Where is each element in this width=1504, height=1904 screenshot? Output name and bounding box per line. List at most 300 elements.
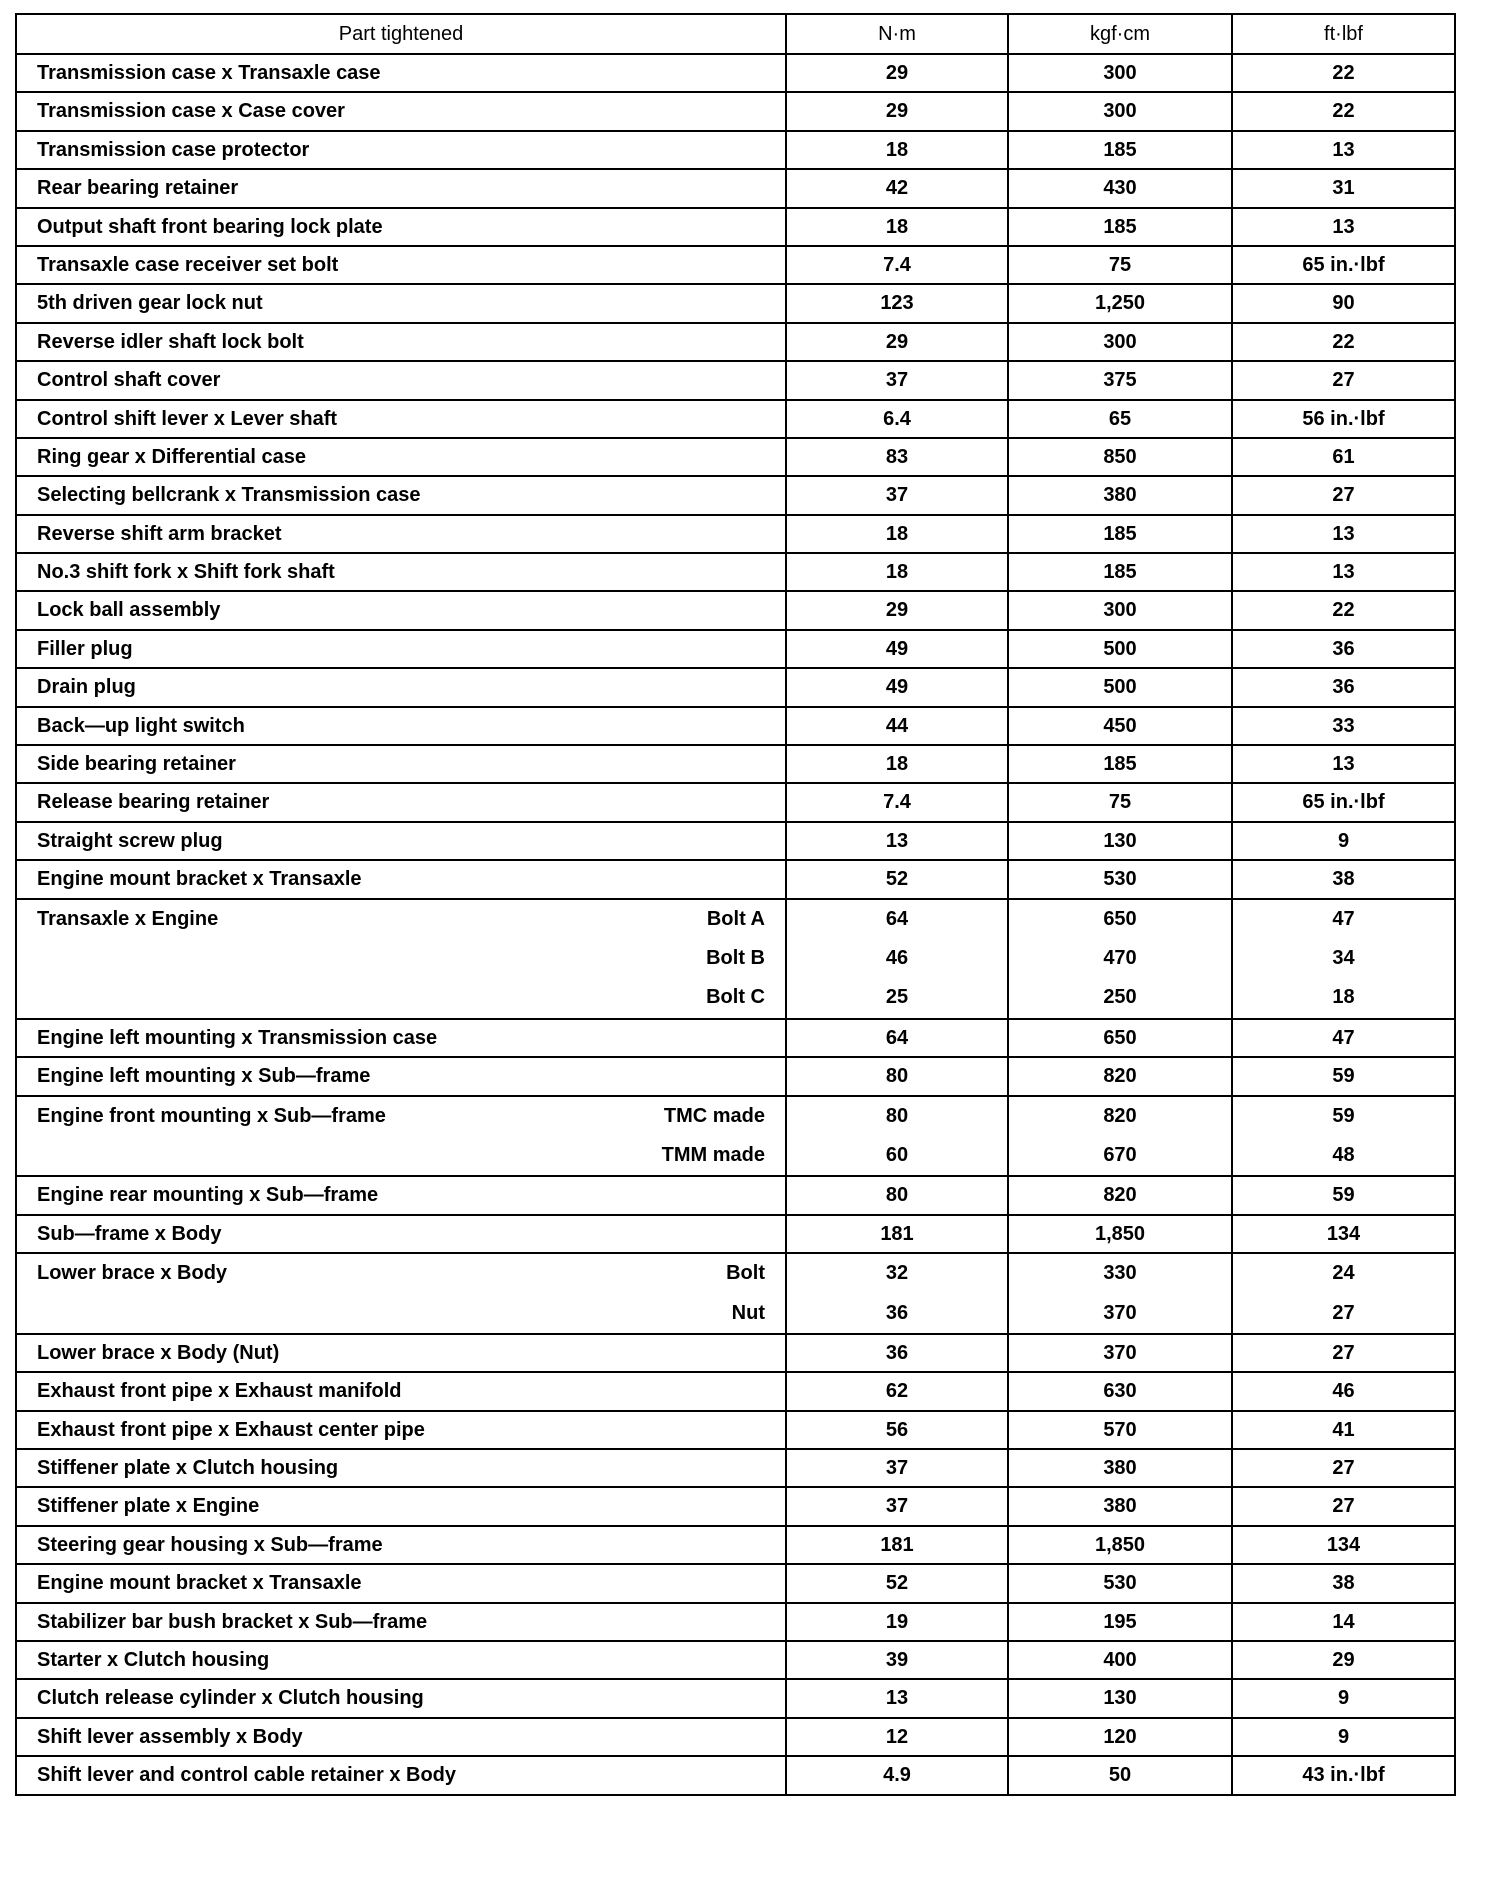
ft-cell bbox=[1232, 92, 1455, 130]
part-name: Transmission case protector bbox=[37, 138, 310, 161]
part-name: 5th driven gear lock nut bbox=[37, 292, 263, 315]
nm-cell bbox=[786, 783, 1008, 821]
ft-cell bbox=[1232, 323, 1455, 361]
ft-value: 27 bbox=[1332, 1495, 1355, 1518]
nm-value: 80 bbox=[885, 1104, 909, 1127]
part-cell bbox=[16, 1096, 786, 1177]
part-cell bbox=[16, 361, 786, 399]
part-line bbox=[37, 1412, 765, 1448]
kgf-value: 570 bbox=[1103, 1418, 1137, 1441]
part-cell bbox=[16, 1372, 786, 1410]
nm-value: 6.4 bbox=[883, 407, 911, 430]
nm-value: 37 bbox=[885, 1457, 909, 1480]
kgf-value: 375 bbox=[1103, 369, 1137, 392]
part-cell bbox=[16, 1718, 786, 1756]
part-name: Transmission case x Transaxle case bbox=[37, 62, 381, 84]
table-row bbox=[16, 400, 1455, 438]
ft-value: 36 bbox=[1332, 637, 1355, 660]
nm-value: 18 bbox=[885, 215, 909, 238]
table-row bbox=[16, 515, 1455, 553]
part-cell bbox=[16, 1526, 786, 1564]
part-line bbox=[37, 669, 765, 705]
part-cell bbox=[16, 783, 786, 821]
part-cell bbox=[16, 591, 786, 629]
part-name: Control shaft cover bbox=[37, 369, 221, 392]
ft-value: 22 bbox=[1332, 330, 1355, 353]
ft-cell bbox=[1232, 1057, 1455, 1095]
nm-cell bbox=[786, 323, 1008, 361]
part-line bbox=[37, 1177, 765, 1213]
ft-value: 9 bbox=[1337, 1687, 1350, 1710]
part-line bbox=[37, 285, 765, 321]
part-line bbox=[37, 1097, 765, 1136]
ft-cell bbox=[1232, 783, 1455, 821]
part-line bbox=[37, 631, 765, 667]
nm-value: 12 bbox=[885, 1725, 909, 1748]
nm-cell bbox=[786, 438, 1008, 476]
ft-value: 13 bbox=[1332, 561, 1355, 584]
kgf-cell bbox=[1008, 515, 1232, 553]
kgf-value: 670 bbox=[1103, 1143, 1137, 1166]
part-name: Rear bearing retainer bbox=[37, 177, 239, 200]
part-line bbox=[37, 516, 765, 552]
kgf-value: 820 bbox=[1103, 1184, 1137, 1207]
nm-cell bbox=[786, 1176, 1008, 1214]
part-line bbox=[37, 708, 765, 744]
part-name: Transmission case x Case cover bbox=[37, 100, 345, 123]
table-row bbox=[16, 822, 1455, 860]
part-cell bbox=[16, 131, 786, 169]
ft-value: 33 bbox=[1332, 714, 1355, 737]
ft-cell bbox=[1232, 745, 1455, 783]
nm-value: 37 bbox=[885, 484, 909, 507]
kgf-cell bbox=[1008, 822, 1232, 860]
table-row bbox=[16, 1487, 1455, 1525]
ft-cell bbox=[1232, 707, 1455, 745]
ft-value: 134 bbox=[1326, 1533, 1361, 1556]
ft-cell bbox=[1232, 1096, 1455, 1177]
sub-label: Bolt C bbox=[706, 986, 765, 1009]
ft-value: 90 bbox=[1332, 292, 1355, 315]
nm-cell bbox=[786, 400, 1008, 438]
nm-cell bbox=[786, 1603, 1008, 1641]
part-line bbox=[37, 1136, 765, 1175]
part-line bbox=[37, 900, 765, 939]
kgf-cell bbox=[1008, 169, 1232, 207]
part-line bbox=[37, 1216, 765, 1252]
part-cell bbox=[16, 438, 786, 476]
part-cell bbox=[16, 1487, 786, 1525]
part-name: Engine rear mounting x Sub—frame bbox=[37, 1184, 379, 1207]
kgf-cell bbox=[1008, 208, 1232, 246]
table-row bbox=[16, 1372, 1455, 1410]
table-row bbox=[16, 131, 1455, 169]
part-cell bbox=[16, 1215, 786, 1253]
kgf-cell bbox=[1008, 1411, 1232, 1449]
nm-value: 64 bbox=[885, 907, 909, 930]
part-name: Filler plug bbox=[37, 637, 133, 660]
kgf-cell bbox=[1008, 1057, 1232, 1095]
nm-cell bbox=[786, 1718, 1008, 1756]
table-row bbox=[16, 1641, 1455, 1679]
nm-cell bbox=[786, 745, 1008, 783]
part-name: Engine left mounting x Transmission case bbox=[37, 1026, 438, 1049]
nm-cell bbox=[786, 361, 1008, 399]
ft-value: 13 bbox=[1332, 522, 1355, 545]
table-row bbox=[16, 1756, 1455, 1794]
nm-cell bbox=[786, 1253, 1008, 1334]
kgf-value: 1,850 bbox=[1094, 1222, 1146, 1245]
ft-cell bbox=[1232, 1756, 1455, 1794]
ft-cell bbox=[1232, 1603, 1455, 1641]
ft-value: 38 bbox=[1332, 868, 1355, 891]
part-cell bbox=[16, 1057, 786, 1095]
kgf-value: 450 bbox=[1103, 714, 1137, 737]
nm-cell bbox=[786, 1372, 1008, 1410]
ft-value: 65 in.·lbf bbox=[1302, 791, 1385, 814]
ft-value: 9 bbox=[1337, 829, 1350, 852]
part-name: Clutch release cylinder x Clutch housing bbox=[37, 1687, 424, 1710]
nm-cell bbox=[786, 246, 1008, 284]
part-name: Transaxle case receiver set bolt bbox=[37, 253, 339, 276]
part-line bbox=[37, 362, 765, 398]
part-cell bbox=[16, 1679, 786, 1717]
ft-value: 134 bbox=[1326, 1222, 1361, 1245]
table-row bbox=[16, 1057, 1455, 1095]
sub-label: Nut bbox=[731, 1301, 765, 1324]
table-row bbox=[16, 553, 1455, 591]
ft-value: 13 bbox=[1332, 138, 1355, 161]
nm-cell bbox=[786, 92, 1008, 130]
part-cell bbox=[16, 1334, 786, 1372]
nm-cell bbox=[786, 1526, 1008, 1564]
ft-value: 13 bbox=[1332, 215, 1355, 238]
part-line bbox=[37, 55, 765, 91]
table-row bbox=[16, 1411, 1455, 1449]
table-row bbox=[16, 1449, 1455, 1487]
ft-cell bbox=[1232, 515, 1455, 553]
ft-cell bbox=[1232, 1641, 1455, 1679]
table-row bbox=[16, 1019, 1455, 1057]
part-line bbox=[37, 978, 765, 1017]
nm-cell bbox=[786, 1487, 1008, 1525]
nm-cell bbox=[786, 630, 1008, 668]
nm-cell bbox=[786, 169, 1008, 207]
ft-value: 48 bbox=[1332, 1143, 1355, 1166]
nm-value: 37 bbox=[885, 369, 909, 392]
kgf-value: 300 bbox=[1103, 100, 1137, 123]
kgf-cell bbox=[1008, 1215, 1232, 1253]
ft-cell bbox=[1232, 54, 1455, 92]
ft-value: 22 bbox=[1332, 62, 1355, 84]
part-cell bbox=[16, 515, 786, 553]
ft-value: 65 in.·lbf bbox=[1302, 253, 1385, 276]
ft-value: 56 in.·lbf bbox=[1302, 407, 1385, 430]
part-cell bbox=[16, 476, 786, 514]
ft-cell bbox=[1232, 1176, 1455, 1214]
ft-cell bbox=[1232, 591, 1455, 629]
ft-value: 9 bbox=[1337, 1725, 1350, 1748]
kgf-cell bbox=[1008, 1372, 1232, 1410]
nm-cell bbox=[786, 1215, 1008, 1253]
part-cell bbox=[16, 1756, 786, 1794]
ft-cell bbox=[1232, 1718, 1455, 1756]
kgf-cell bbox=[1008, 54, 1232, 92]
part-line bbox=[37, 784, 765, 820]
part-line bbox=[37, 1719, 765, 1755]
part-cell bbox=[16, 1603, 786, 1641]
header-ft: ft·lbf bbox=[1232, 14, 1455, 54]
kgf-cell bbox=[1008, 1253, 1232, 1334]
nm-cell bbox=[786, 899, 1008, 1019]
nm-cell bbox=[786, 1019, 1008, 1057]
part-name: Engine front mounting x Sub—frame bbox=[37, 1104, 386, 1127]
table-row bbox=[16, 630, 1455, 668]
kgf-value: 630 bbox=[1103, 1380, 1137, 1403]
nm-value: 83 bbox=[885, 445, 909, 468]
ft-cell bbox=[1232, 476, 1455, 514]
part-name: Side bearing retainer bbox=[37, 753, 236, 776]
table-row bbox=[16, 860, 1455, 898]
ft-cell bbox=[1232, 208, 1455, 246]
nm-value: 80 bbox=[885, 1184, 909, 1207]
part-line bbox=[37, 1680, 765, 1716]
part-cell bbox=[16, 400, 786, 438]
table-row bbox=[16, 783, 1455, 821]
ft-value: 36 bbox=[1332, 676, 1355, 699]
ft-cell bbox=[1232, 169, 1455, 207]
nm-value: 13 bbox=[885, 1687, 909, 1710]
ft-value: 27 bbox=[1332, 1341, 1355, 1364]
nm-value: 39 bbox=[885, 1649, 909, 1672]
part-name: Selecting bellcrank x Transmission case bbox=[37, 484, 421, 507]
part-name: Ring gear x Differential case bbox=[37, 445, 306, 468]
part-line bbox=[37, 401, 765, 437]
kgf-value: 370 bbox=[1103, 1341, 1137, 1364]
part-cell bbox=[16, 822, 786, 860]
kgf-value: 185 bbox=[1103, 215, 1137, 238]
nm-value: 25 bbox=[885, 986, 909, 1009]
table-row bbox=[16, 1253, 1455, 1334]
table-row bbox=[16, 92, 1455, 130]
part-name: Back—up light switch bbox=[37, 714, 245, 737]
nm-value: 7.4 bbox=[883, 253, 911, 276]
table-row bbox=[16, 1679, 1455, 1717]
table-row bbox=[16, 361, 1455, 399]
table-row bbox=[16, 246, 1455, 284]
kgf-value: 430 bbox=[1103, 177, 1137, 200]
nm-value: 18 bbox=[885, 522, 909, 545]
part-line bbox=[37, 861, 765, 897]
nm-value: 19 bbox=[885, 1610, 909, 1633]
part-line bbox=[37, 132, 765, 168]
nm-cell bbox=[786, 1564, 1008, 1602]
table-row bbox=[16, 169, 1455, 207]
kgf-cell bbox=[1008, 1603, 1232, 1641]
ft-value: 59 bbox=[1332, 1065, 1355, 1088]
table-row bbox=[16, 591, 1455, 629]
ft-cell bbox=[1232, 361, 1455, 399]
ft-value: 34 bbox=[1332, 946, 1355, 969]
part-line bbox=[37, 939, 765, 978]
ft-value: 24 bbox=[1332, 1262, 1355, 1285]
table-row bbox=[16, 1215, 1455, 1253]
part-cell bbox=[16, 1449, 786, 1487]
ft-value: 46 bbox=[1332, 1380, 1355, 1403]
nm-value: 18 bbox=[885, 753, 909, 776]
nm-cell bbox=[786, 1057, 1008, 1095]
kgf-cell bbox=[1008, 899, 1232, 1019]
part-name: Release bearing retainer bbox=[37, 791, 270, 814]
nm-cell bbox=[786, 860, 1008, 898]
part-line bbox=[37, 477, 765, 513]
part-line bbox=[37, 1058, 765, 1094]
ft-value: 29 bbox=[1332, 1649, 1355, 1672]
table-row bbox=[16, 208, 1455, 246]
kgf-cell bbox=[1008, 92, 1232, 130]
kgf-value: 1,250 bbox=[1094, 292, 1146, 315]
kgf-value: 185 bbox=[1103, 561, 1137, 584]
kgf-value: 530 bbox=[1103, 868, 1137, 891]
nm-value: 123 bbox=[880, 292, 914, 315]
torque-spec-table bbox=[15, 13, 1456, 1796]
kgf-cell bbox=[1008, 400, 1232, 438]
part-cell bbox=[16, 1019, 786, 1057]
kgf-cell bbox=[1008, 1487, 1232, 1525]
ft-cell bbox=[1232, 1411, 1455, 1449]
nm-cell bbox=[786, 1756, 1008, 1794]
kgf-cell bbox=[1008, 246, 1232, 284]
nm-cell bbox=[786, 553, 1008, 591]
part-name: Stiffener plate x Clutch housing bbox=[37, 1457, 339, 1480]
header-row bbox=[16, 14, 1455, 54]
nm-value: 62 bbox=[885, 1380, 909, 1403]
kgf-value: 75 bbox=[1108, 253, 1132, 276]
part-line bbox=[37, 1373, 765, 1409]
ft-value: 59 bbox=[1332, 1184, 1355, 1207]
table-row bbox=[16, 1334, 1455, 1372]
kgf-cell bbox=[1008, 630, 1232, 668]
kgf-cell bbox=[1008, 1756, 1232, 1794]
table-row bbox=[16, 476, 1455, 514]
nm-value: 18 bbox=[885, 561, 909, 584]
nm-cell bbox=[786, 284, 1008, 322]
ft-value: 18 bbox=[1332, 986, 1355, 1009]
part-name: Straight screw plug bbox=[37, 829, 223, 852]
kgf-value: 1,850 bbox=[1094, 1533, 1146, 1556]
part-name: No.3 shift fork x Shift fork shaft bbox=[37, 561, 335, 584]
nm-cell bbox=[786, 54, 1008, 92]
part-line bbox=[37, 93, 765, 129]
ft-cell bbox=[1232, 630, 1455, 668]
sub-label: Bolt B bbox=[706, 946, 765, 969]
table-row bbox=[16, 1526, 1455, 1564]
part-name: Sub—frame x Body bbox=[37, 1222, 222, 1245]
kgf-value: 330 bbox=[1103, 1262, 1137, 1285]
table-row bbox=[16, 54, 1455, 92]
ft-value: 61 bbox=[1332, 445, 1355, 468]
part-line bbox=[37, 1488, 765, 1524]
kgf-value: 300 bbox=[1103, 62, 1137, 84]
table-row bbox=[16, 1096, 1455, 1177]
ft-cell bbox=[1232, 1372, 1455, 1410]
kgf-cell bbox=[1008, 1176, 1232, 1214]
kgf-cell bbox=[1008, 1564, 1232, 1602]
table-row bbox=[16, 438, 1455, 476]
sub-label: Bolt bbox=[726, 1262, 765, 1285]
ft-cell bbox=[1232, 1526, 1455, 1564]
ft-cell bbox=[1232, 553, 1455, 591]
kgf-cell bbox=[1008, 668, 1232, 706]
part-name: Engine mount bracket x Transaxle bbox=[37, 1572, 362, 1595]
part-line bbox=[37, 1335, 765, 1371]
table-row bbox=[16, 899, 1455, 1019]
part-line bbox=[37, 247, 765, 283]
table-row bbox=[16, 1176, 1455, 1214]
part-cell bbox=[16, 208, 786, 246]
part-line bbox=[37, 1527, 765, 1563]
part-cell bbox=[16, 668, 786, 706]
kgf-value: 820 bbox=[1103, 1065, 1137, 1088]
kgf-cell bbox=[1008, 591, 1232, 629]
ft-value: 27 bbox=[1332, 1457, 1355, 1480]
part-cell bbox=[16, 745, 786, 783]
ft-value: 22 bbox=[1332, 599, 1355, 622]
ft-value: 22 bbox=[1332, 100, 1355, 123]
nm-value: 60 bbox=[885, 1143, 909, 1166]
kgf-value: 650 bbox=[1103, 907, 1137, 930]
ft-cell bbox=[1232, 668, 1455, 706]
part-line bbox=[37, 1642, 765, 1678]
kgf-value: 300 bbox=[1103, 330, 1137, 353]
sub-label: TMC made bbox=[663, 1104, 765, 1127]
kgf-value: 380 bbox=[1103, 1457, 1137, 1480]
ft-cell bbox=[1232, 438, 1455, 476]
kgf-value: 850 bbox=[1103, 445, 1137, 468]
nm-value: 49 bbox=[885, 637, 909, 660]
nm-value: 181 bbox=[880, 1533, 914, 1556]
kgf-value: 65 bbox=[1108, 407, 1132, 430]
part-name: Lock ball assembly bbox=[37, 599, 221, 622]
part-name: Control shift lever x Lever shaft bbox=[37, 407, 338, 430]
part-cell bbox=[16, 899, 786, 1019]
kgf-value: 185 bbox=[1103, 522, 1137, 545]
nm-cell bbox=[786, 1449, 1008, 1487]
part-line bbox=[37, 170, 765, 206]
kgf-value: 650 bbox=[1103, 1026, 1137, 1049]
part-cell bbox=[16, 707, 786, 745]
nm-value: 49 bbox=[885, 676, 909, 699]
ft-cell bbox=[1232, 822, 1455, 860]
kgf-cell bbox=[1008, 1526, 1232, 1564]
header-part: Part tightened bbox=[16, 14, 786, 54]
table-row bbox=[16, 284, 1455, 322]
table-row bbox=[16, 1603, 1455, 1641]
part-cell bbox=[16, 1564, 786, 1602]
header-nm: N·m bbox=[786, 14, 1008, 54]
kgf-value: 820 bbox=[1103, 1104, 1137, 1127]
part-name: Exhaust front pipe x Exhaust manifold bbox=[37, 1380, 402, 1403]
kgf-cell bbox=[1008, 1679, 1232, 1717]
nm-value: 37 bbox=[885, 1495, 909, 1518]
ft-cell bbox=[1232, 1449, 1455, 1487]
kgf-cell bbox=[1008, 745, 1232, 783]
part-line bbox=[37, 1757, 765, 1793]
nm-cell bbox=[786, 707, 1008, 745]
kgf-value: 195 bbox=[1103, 1610, 1137, 1633]
ft-value: 47 bbox=[1332, 907, 1355, 930]
part-name: Output shaft front bearing lock plate bbox=[37, 215, 383, 238]
